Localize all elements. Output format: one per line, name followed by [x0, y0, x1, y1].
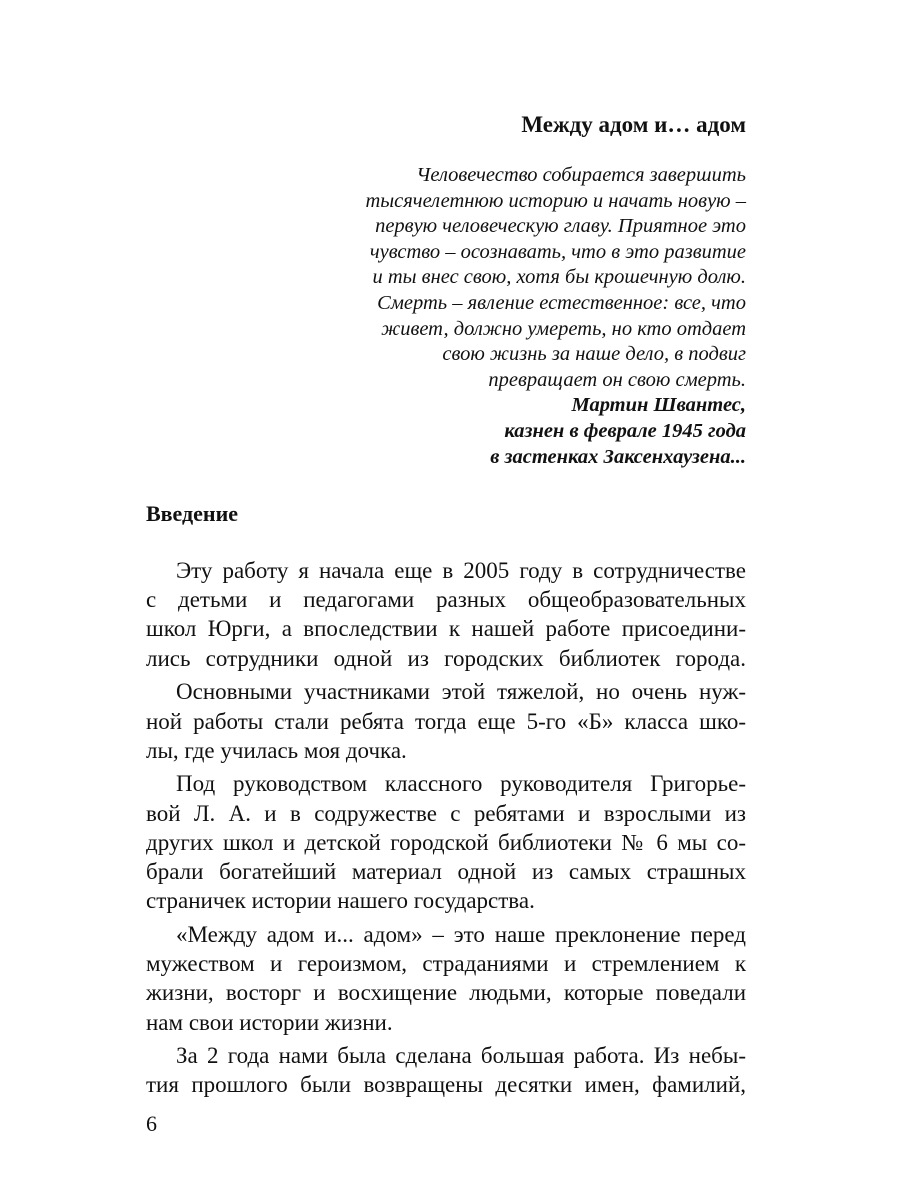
text-line: школ Юрги, а впоследствии к нашей работе присоедини-	[146, 616, 746, 642]
text-line: тия прошлого были возвращены десятки имен, фамилий,	[146, 1072, 746, 1098]
epigraph	[300, 163, 746, 470]
paragraph	[146, 1041, 746, 1099]
text-line: «Между адом и... адом» – это наше преклонение перед	[176, 921, 746, 947]
epigraph-line: живет, должно умереть, но кто отдает	[381, 317, 746, 340]
paragraph	[146, 769, 746, 915]
text-line: вой Л. А. и в содружестве с ребятами и взрослыми из	[146, 800, 746, 826]
text-line: брали богатейший материал одной из самых страшных	[146, 859, 746, 885]
epigraph-line: свою жизнь за наше дело, в подвиг	[442, 343, 746, 366]
text-line: ной работы стали ребята тогда еще 5-го «Б» класса шко-	[146, 708, 746, 734]
epigraph-line: чувство – осознавать, что в это развитие	[369, 240, 746, 263]
text-line: За 2 года нами была сделана большая работа. Из небы-	[176, 1043, 746, 1069]
text-line: нам свои истории жизни.	[146, 1009, 393, 1035]
section-heading: Введение	[146, 501, 239, 526]
epigraph-line: Человечество собирается завершить	[416, 164, 746, 186]
text-line: Эту работу я начала еще в 2005 году в сотрудничестве	[176, 558, 746, 583]
page-number: 6	[146, 1111, 157, 1136]
text-line: лы, где училась моя дочка.	[146, 737, 407, 763]
epigraph-line: первую человеческую главу. Приятное это	[375, 215, 746, 238]
epigraph-line: и ты внес свою, хотя бы крошечную долю.	[372, 266, 746, 289]
chapter-title: Между адом и… адом	[521, 112, 746, 137]
text-line: других школ и детской городской библиотеки № 6 мы со-	[146, 829, 746, 855]
text-line: лись сотрудники одной из городских библиотек города.	[146, 645, 746, 671]
text-line: мужеством и героизмом, страданиями и стремлением к	[146, 951, 746, 977]
epigraph-line: Смерть – явление естественное: все, что	[377, 291, 746, 314]
text-line: жизни, восторг и восхищение людьми, которые поведали	[146, 980, 746, 1006]
text-line: Под руководством классного руководителя Григорье-	[176, 771, 746, 797]
text-line: страничек истории нашего государства.	[146, 888, 535, 914]
epigraph-attribution-line: казнен в феврале 1945 года	[504, 419, 746, 442]
text-line: Основными участниками этой тяжелой, но очень нуж-	[176, 679, 746, 705]
text-line: с детьми и педагогами разных общеобразовательных	[146, 587, 746, 613]
paragraph	[146, 677, 746, 765]
epigraph-line: превращает он свою смерть.	[488, 368, 746, 391]
epigraph-attribution-line: в застенках Заксенхаузена...	[490, 445, 746, 468]
epigraph-attribution-author: Мартин Швантес,	[571, 394, 746, 417]
epigraph-line: тысячелетнюю историю и начать новую –	[365, 189, 746, 212]
paragraph	[146, 920, 746, 1037]
paragraph	[146, 556, 746, 673]
body-text	[146, 556, 746, 1100]
